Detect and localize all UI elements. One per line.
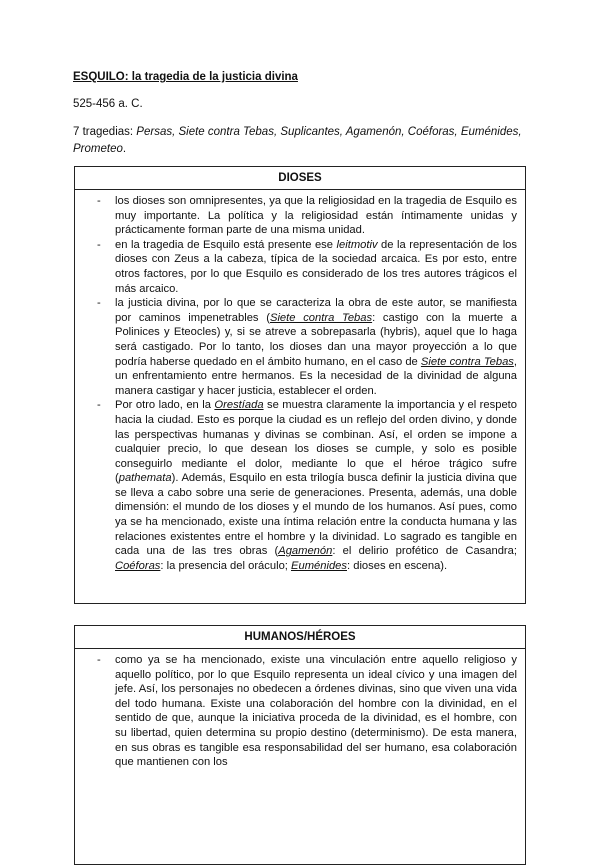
term-pathemata: pathemata — [118, 472, 172, 485]
dioses-heading: DIOSES — [75, 167, 525, 190]
bullet-dash: - — [97, 238, 101, 251]
humanos-table — [74, 625, 526, 865]
work-title: Agamenón — [278, 545, 333, 558]
work-title: Coéforas — [115, 559, 161, 572]
dioses-table — [74, 166, 526, 604]
work-title: Siete contra Tebas — [420, 355, 514, 368]
bullet-dash: - — [97, 195, 101, 207]
item-text: , un enfrentamiento entre hermanos. Es la necesidad de la divinidad de alguna manera castigar y hacer justicia, establecer el orden. — [115, 355, 518, 397]
humanos-heading: HUMANOS/HÉROES — [75, 626, 525, 649]
bullet-dash: - — [97, 654, 101, 666]
item-text: en la tragedia de Esquilo está presente ese — [115, 238, 337, 251]
bullet-dash: - — [97, 399, 101, 412]
item-text: como ya se ha mencionado, existe una vinculación entre aquello religioso y aquello político, por lo que Esquilo representa un ideal cívico y una imagen del jefe. Así, los personajes no obedecen a órdenes divinas, sino que viven una vida del todo humana. Existe una colaboración del hombre con la divinidad, en el sentido de que, aunque la iniciativa proceda de la divinidad, es el hombre, con su libertad, quien determina su propio destino (determinismo). De esta manera, en sus obras es tangible esa responsabilidad del ser humano, esa colaboración que mantienen con los — [115, 654, 517, 769]
list-item — [83, 238, 517, 296]
item-text: : el delirio profético de Casandra; — [332, 545, 517, 558]
item-text: : castigo con la muerte a Polinices y Eteocles) y, si se atreve a sobrepasarla (hybris), aquel que lo haga será castigado. Por lo tanto, los dioses dan una mayor proyección a lo que podría haberse quedado en el ámbito humano, en el caso de — [115, 311, 517, 368]
work-title: Euménides — [291, 559, 347, 572]
item-text: Por otro lado, en la — [115, 399, 215, 412]
list-item — [83, 653, 517, 770]
item-text: los dioses son omnipresentes, ya que la religiosidad en la tragedia de Esquilo es muy importante. La política y la religiosidad están íntimamente unidas y prácticamente forman parte de una misma unidad. — [115, 195, 517, 237]
bullet-dash: - — [97, 297, 101, 310]
list-item — [83, 398, 517, 573]
item-text: ). Además, Esquilo en esta trilogía busca definir la justicia divina que se lleva a cabo sobre una serie de generaciones. Presenta, además, una doble dimensión: el mundo de los dioses y el mundo de los humanos. Así pues, como ya se ha mencionado, existe una íntima relación entre la conducta humana y las relaciones existentes entre el hombre y la divinidad. Lo sagrado es tangible en cada una de las tres obras ( — [115, 472, 517, 558]
author-dates: 525-456 a. C. — [73, 98, 143, 110]
list-item — [83, 296, 517, 398]
list-item — [83, 194, 517, 238]
item-text: se muestra claramente la importancia y el respeto hacia la ciudad. Esto es porque la ciudad es un reflejo del orden divino, y donde las perspectivas humanas y divinas se combinan. Así, el orden se impone a cualquier precio, lo que desean los dioses se cumple, y solo es posible conseguirlo mediante el dolor, mediante lo que el héroe trágico sufre ( — [115, 399, 517, 485]
tragedies-end: . — [122, 143, 127, 155]
document-title: ESQUILO: la tragedia de la justicia divina — [73, 71, 298, 83]
work-title: Orestíada — [214, 399, 264, 412]
item-text: la justicia divina, por lo que se caracteriza la obra de este autor, se manifiesta por caminos impenetrables ( — [115, 297, 517, 324]
tragedies-list: Persas, Siete contra Tebas, Suplicantes, Agamenón, Coéforas, Euménides, Prometeo — [73, 126, 522, 155]
item-text: : la presencia del oráculo; — [160, 559, 292, 572]
dioses-body — [75, 190, 525, 577]
tragedies-intro: 7 tragedias: — [73, 126, 137, 138]
humanos-body — [75, 649, 525, 774]
dioses-list — [83, 194, 517, 573]
item-text: de la representación de los dioses con Zeus a la cabeza, típica de la sociedad arcaica. Es por esto, entre otros factores, por lo que Esquilo es considerado de los tres autores trágicos el más arcaico. — [115, 238, 517, 295]
tragedies-line — [73, 124, 529, 158]
term-leitmotiv: leitmotiv — [336, 238, 378, 251]
humanos-list — [83, 653, 517, 770]
work-title: Siete contra Tebas — [269, 311, 373, 324]
item-text: : dioses en escena). — [347, 559, 448, 572]
